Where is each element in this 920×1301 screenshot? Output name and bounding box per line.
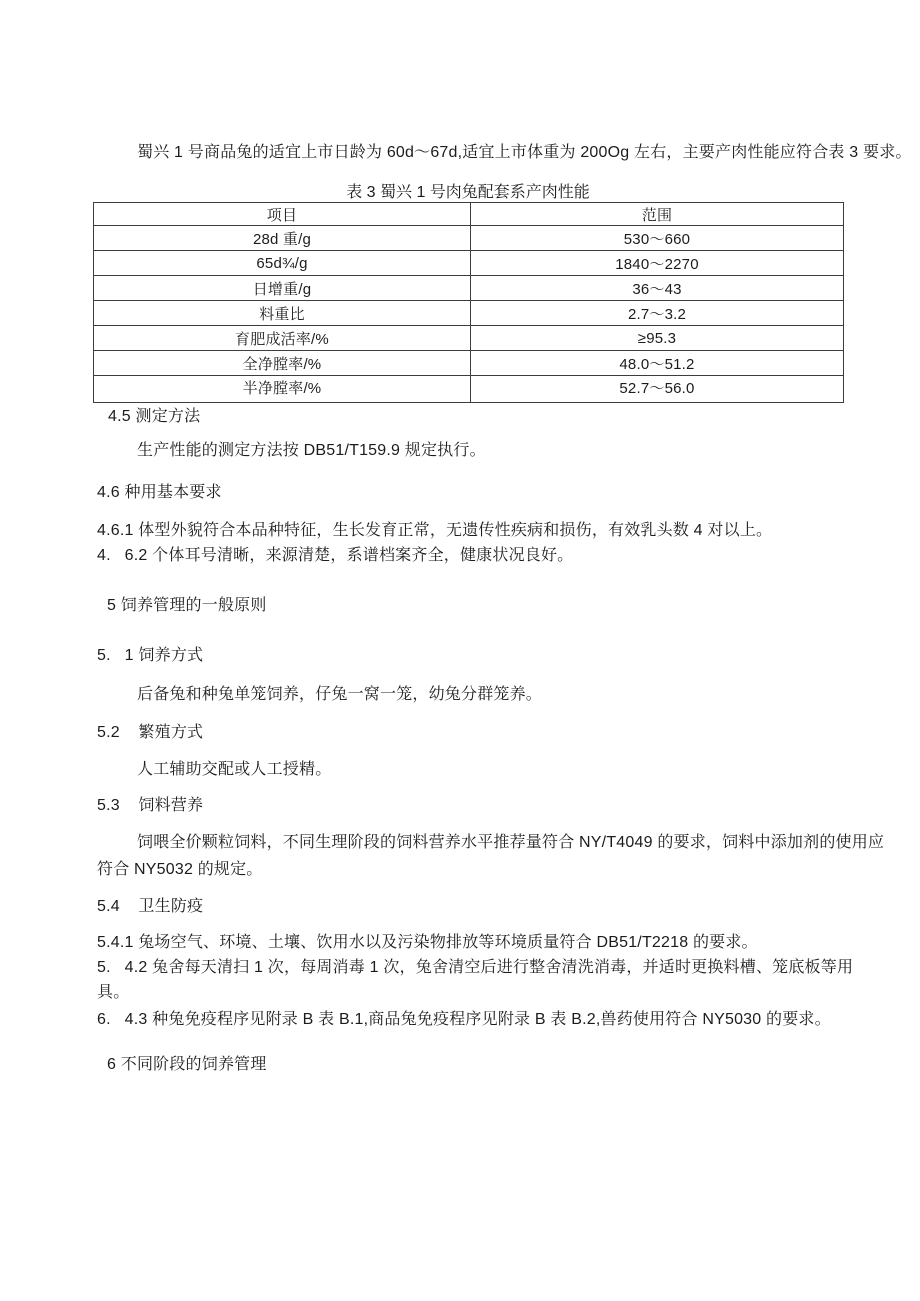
intro-paragraph: 蜀兴 1 号商品兔的适宜上市日龄为 60d～67d,适宜上市体重为 200Og 左右，主要产肉性能应符合表 3 要求。 (137, 144, 912, 161)
section-body-5-3-line1: 饲喂全价颗粒饲料，不同生理阶段的饲料营养水平推荐量符合 NY/T4049 的要求，饲料中添加剂的使用应 (137, 834, 885, 851)
section-body-5-4-1: 5.4.1 兔场空气、环境、土壤、饮用水以及污染物排放等环境质量符合 DB51/T2218 的要求。 (97, 934, 758, 951)
table-cell-range: 52.7～56.0 (471, 376, 844, 403)
table-header-item: 项目 (94, 203, 471, 226)
table-cell-range: 530～660 (471, 226, 844, 251)
section-heading-5-2: 5.2 繁殖方式 (97, 724, 204, 741)
section-heading-5: 5 饲养管理的一般原则 (107, 597, 267, 614)
section-body-4-5: 生产性能的测定方法按 DB51/T159.9 规定执行。 (137, 442, 486, 459)
section-body-5-3-line2: 符合 NY5032 的规定。 (97, 861, 263, 878)
section-body-5-4-2-line2: 具。 (97, 984, 130, 1001)
section-body-4-6-1: 4.6.1 体型外貌符合本品种特征，生长发育正常，无遗传性疾病和损伤，有效乳头数 4 对以上。 (97, 522, 773, 539)
table-row (94, 251, 844, 276)
table-cell-range: 1840～2270 (471, 251, 844, 276)
table-cell-item: 全净膛率/% (94, 351, 471, 376)
table-header-range: 范围 (471, 203, 844, 226)
section-body-5-1: 后备兔和种兔单笼饲养，仔兔一窝一笼，幼兔分群笼养。 (137, 686, 543, 703)
table-row (94, 376, 844, 403)
performance-table (93, 202, 844, 403)
table-cell-item: 28d 重/g (94, 226, 471, 251)
section-body-4-6-2: 4. 6.2 个体耳号清晰，来源清楚，系谱档案齐全，健康状况良好。 (97, 547, 574, 564)
table-header-row (94, 203, 844, 226)
section-heading-4-6: 4.6 种用基本要求 (97, 484, 222, 501)
table-cell-item: 日增重/g (94, 276, 471, 301)
section-heading-4-5: 4.5 测定方法 (108, 408, 201, 425)
table-cell-item: 半净膛率/% (94, 376, 471, 403)
table-cell-range: ≥95.3 (471, 326, 844, 351)
table-row (94, 301, 844, 326)
performance-table-container (93, 202, 843, 403)
table-cell-item: 育肥成活率/% (94, 326, 471, 351)
table-cell-range: 48.0～51.2 (471, 351, 844, 376)
section-heading-5-1: 5. 1 饲养方式 (97, 647, 204, 664)
table-cell-range: 36～43 (471, 276, 844, 301)
section-heading-6: 6 不同阶段的饲养管理 (107, 1056, 267, 1073)
section-body-6-4-3: 6. 4.3 种兔免疫程序见附录 B 表 B.1,商品兔免疫程序见附录 B 表 B.2,兽药使用符合 NY5030 的要求。 (97, 1011, 831, 1028)
table-caption: 表 3 蜀兴 1 号肉兔配套系产肉性能 (346, 184, 590, 201)
table-cell-item: 65d¾/g (94, 251, 471, 276)
table-row (94, 276, 844, 301)
table-row (94, 326, 844, 351)
section-heading-5-4: 5.4 卫生防疫 (97, 898, 204, 915)
section-body-5-2: 人工辅助交配或人工授精。 (137, 761, 332, 778)
table-cell-range: 2.7～3.2 (471, 301, 844, 326)
section-heading-5-3: 5.3 饲料营养 (97, 797, 204, 814)
table-cell-item: 料重比 (94, 301, 471, 326)
table-row (94, 351, 844, 376)
table-row (94, 226, 844, 251)
section-body-5-4-2-line1: 5. 4.2 兔舍每天清扫 1 次，每周消毒 1 次，兔舍清空后进行整舍清洗消毒，并适时更换料槽、笼底板等用 (97, 959, 854, 976)
